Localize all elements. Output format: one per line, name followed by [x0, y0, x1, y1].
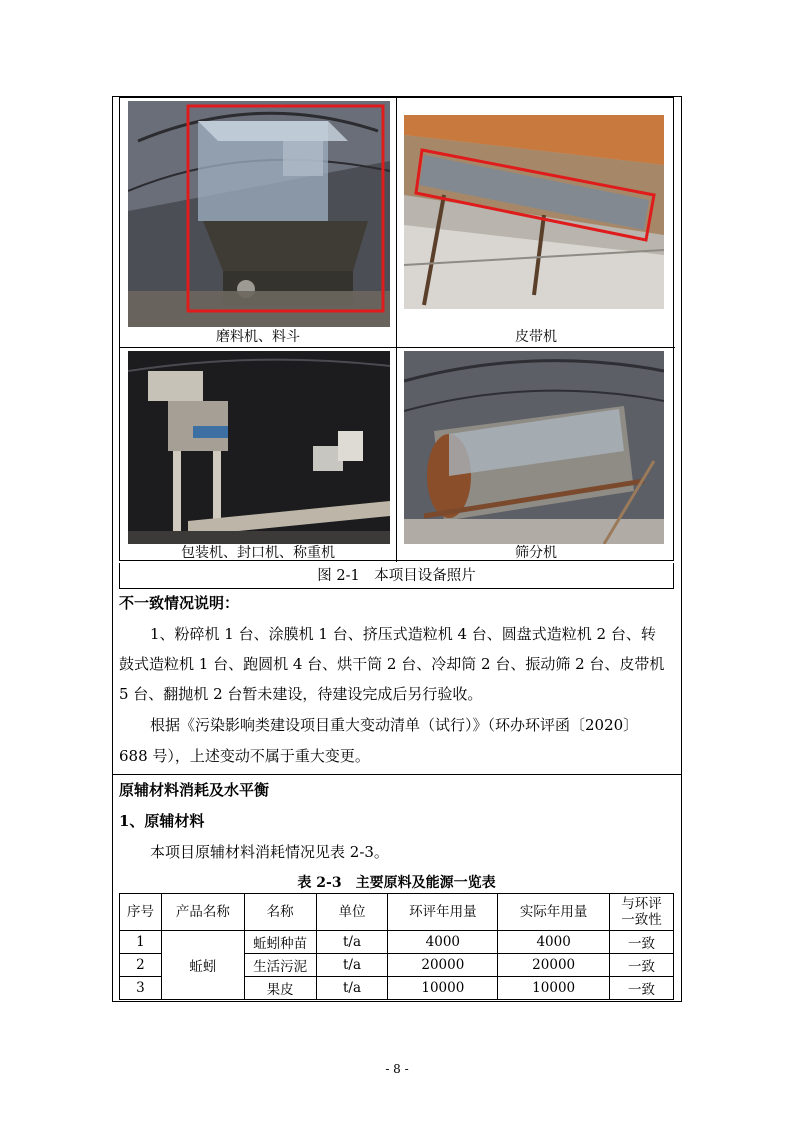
packing-machine-photo	[128, 351, 390, 544]
cell-name: 果皮	[244, 977, 316, 1000]
table-row	[120, 931, 674, 954]
cell-no: 3	[120, 977, 162, 1000]
cell-consistency: 一致	[610, 931, 674, 954]
cell-eia: 10000	[388, 977, 498, 1000]
cell-name: 生活污泥	[244, 954, 316, 977]
header-consistency: 与环评一致性	[610, 894, 674, 931]
cell-actual: 4000	[498, 931, 610, 954]
photo-caption-screening: 筛分机	[515, 545, 557, 561]
cell-no: 1	[120, 931, 162, 954]
cell-unit: t/a	[316, 977, 388, 1000]
photo-caption-belt: 皮带机	[515, 329, 557, 345]
cell-actual: 10000	[498, 977, 610, 1000]
cell-eia: 20000	[388, 954, 498, 977]
inconsistency-heading: 不一致情况说明：	[119, 594, 240, 612]
header-eia-amount: 环评年用量	[388, 894, 498, 931]
cell-unit: t/a	[316, 954, 388, 977]
table-header-row	[120, 894, 674, 931]
belt-conveyor-photo	[404, 115, 664, 309]
cell-consistency: 一致	[610, 954, 674, 977]
cell-no: 2	[120, 954, 162, 977]
materials-heading: 原辅材料消耗及水平衡	[119, 781, 270, 799]
materials-table	[119, 893, 674, 1000]
cell-name: 蚯蚓种苗	[244, 931, 316, 954]
header-unit: 单位	[316, 894, 388, 931]
figure-title: 图 2-1 本项目设备照片	[119, 563, 674, 589]
header-name: 名称	[244, 894, 316, 931]
cell-unit: t/a	[316, 931, 388, 954]
raw-materials-subheading: 1、原辅材料	[119, 812, 205, 830]
inconsistency-para1-line1: 1、粉碎机 1 台、涂膜机 1 台、挤压式造粒机 4 台、圆盘式造粒机 2 台、转	[150, 625, 656, 643]
cell-product: 蚯蚓	[161, 931, 244, 1000]
inconsistency-para1-line2: 鼓式造粒机 1 台、跑圆机 4 台、烘干筒 2 台、冷却筒 2 台、振动筛 2 台、皮带机	[119, 655, 665, 673]
cell-consistency: 一致	[610, 977, 674, 1000]
equipment-photo-grid	[119, 97, 674, 561]
screening-machine-photo	[404, 351, 664, 544]
cell-eia: 4000	[388, 931, 498, 954]
photo-caption-packing: 包装机、封口机、称重机	[181, 545, 335, 561]
table-title: 表 2-3 主要原料及能源一览表	[297, 875, 496, 891]
photo-caption-grinder: 磨料机、料斗	[216, 329, 300, 345]
header-no: 序号	[120, 894, 162, 931]
grinder-hopper-photo	[128, 101, 390, 327]
materials-intro: 本项目原辅材料消耗情况见表 2-3。	[150, 843, 389, 861]
inconsistency-para2-line2: 688 号），上述变动不属于重大变更。	[119, 747, 370, 765]
inconsistency-para1-line3: 5 台、翻抛机 2 台暂未建设，待建设完成后另行验收。	[119, 685, 483, 703]
header-actual-amount: 实际年用量	[498, 894, 610, 931]
inconsistency-para2-line1: 根据《污染影响类建设项目重大变动清单（试行）》（环办环评函〔2020〕	[150, 716, 639, 734]
page-number: - 8 -	[385, 1062, 409, 1076]
header-product: 产品名称	[161, 894, 244, 931]
cell-actual: 20000	[498, 954, 610, 977]
